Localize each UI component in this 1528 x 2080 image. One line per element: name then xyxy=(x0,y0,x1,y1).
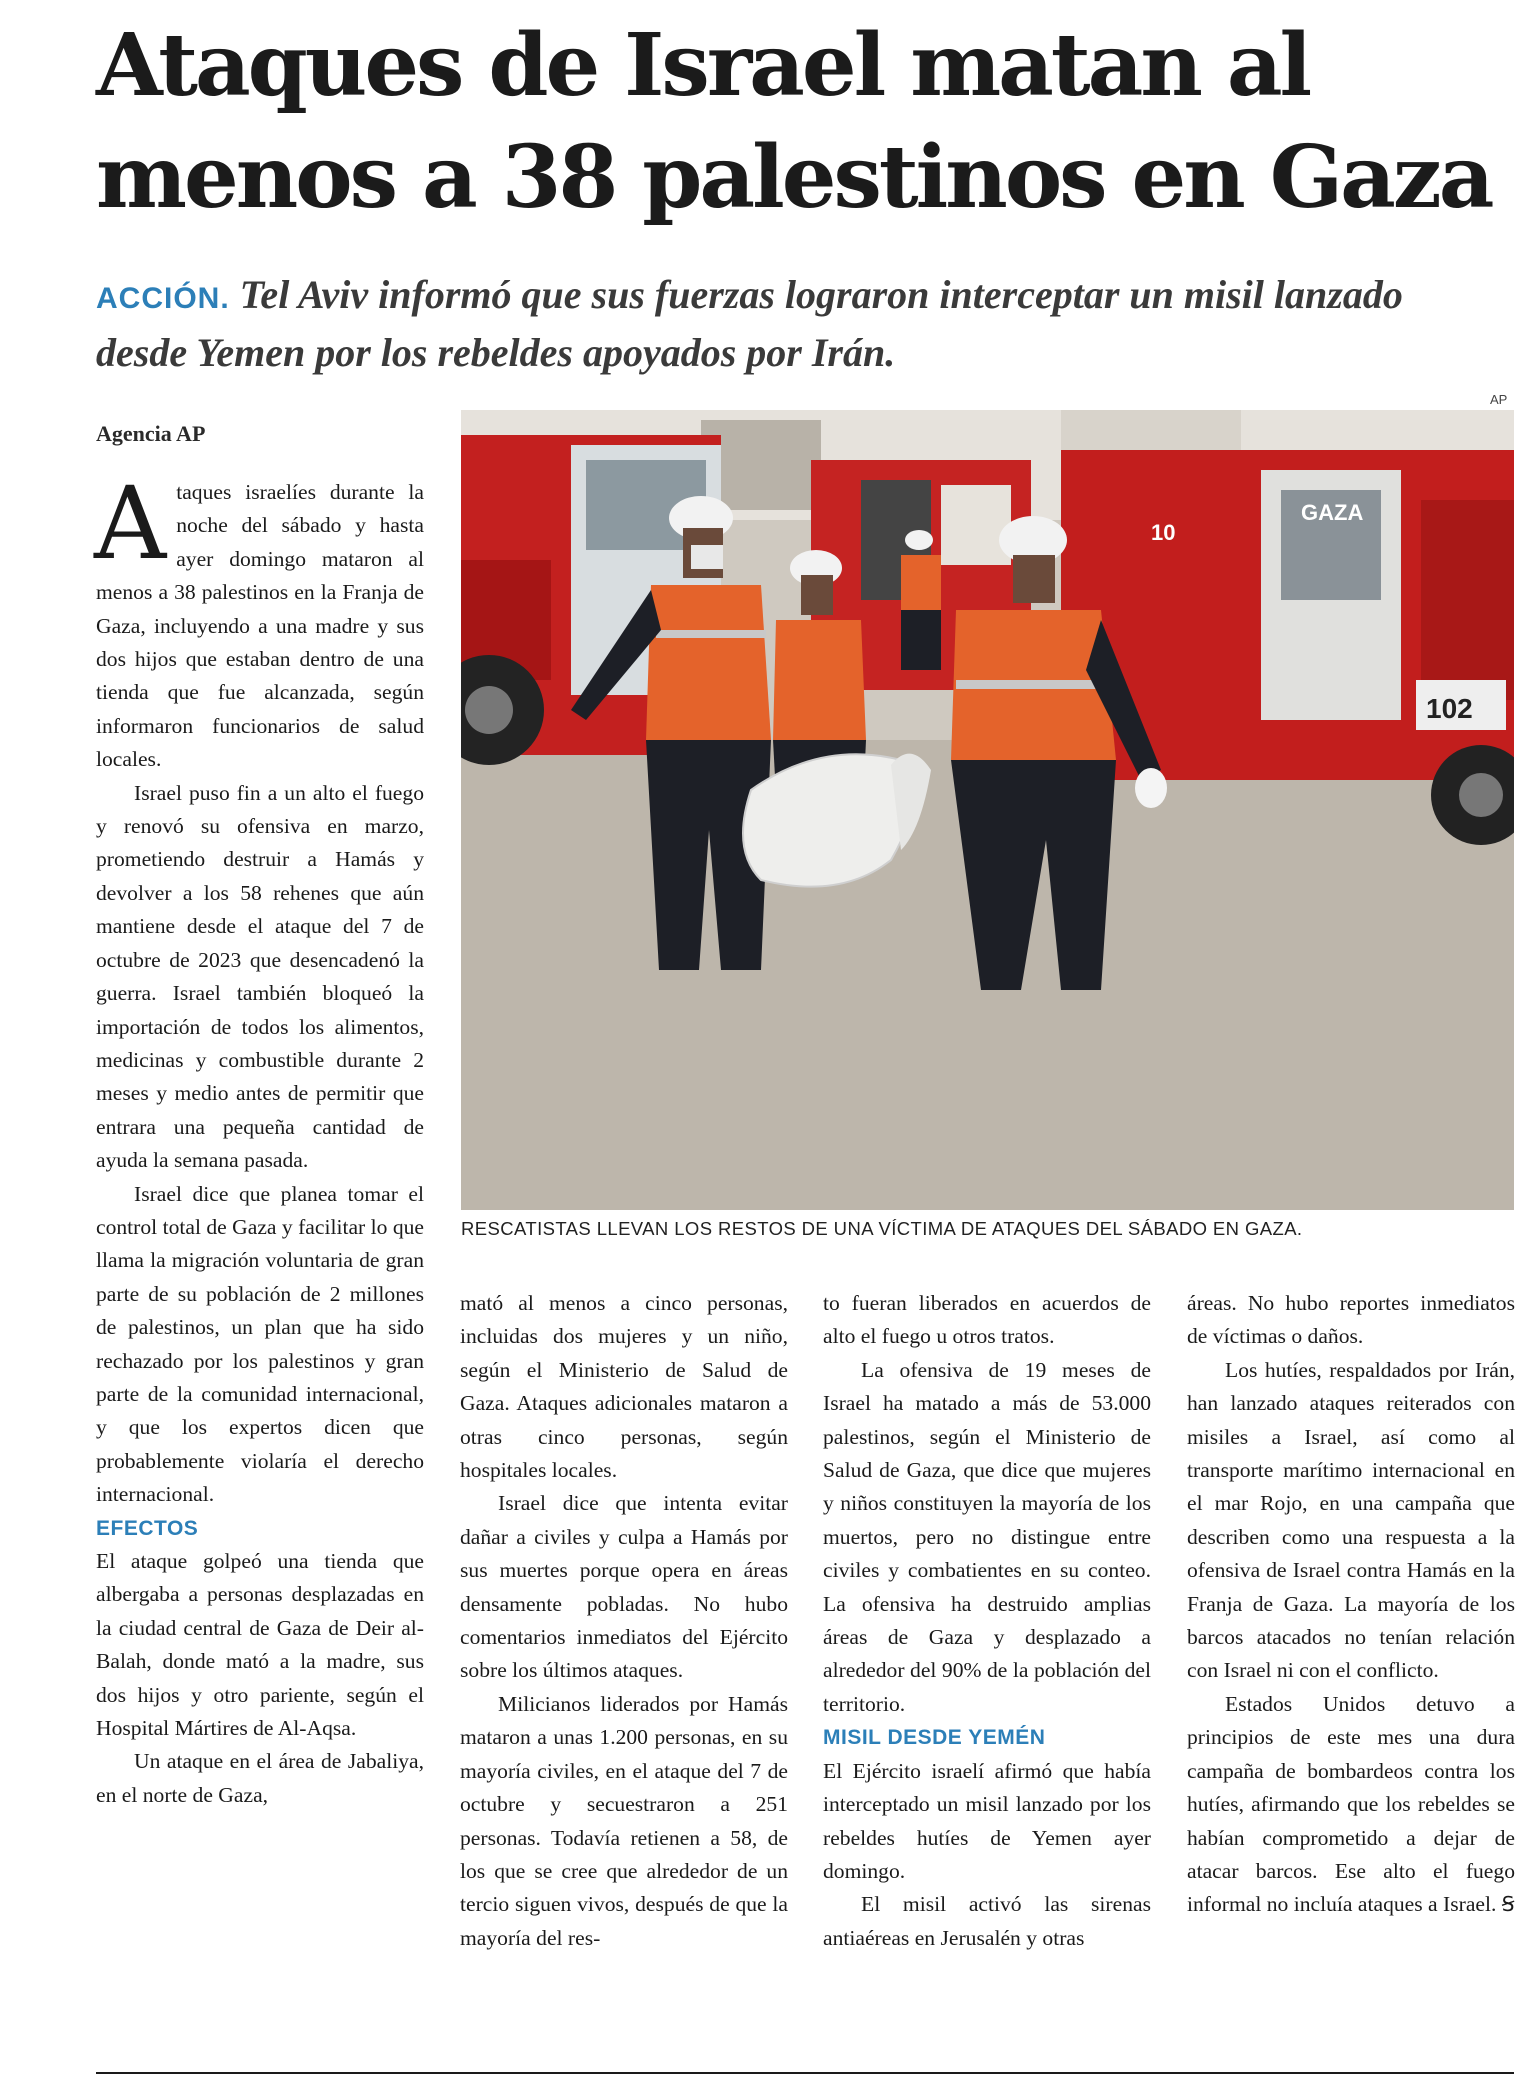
paragraph: Milicianos liderados por Hamás mataron a unas 1.200 personas, en su mayoría civiles, en el ataque del 7 de octubre y secuestraron a 251 personas. Todavía retienen a 58, de los que se cree que alrededor de un tercio siguen vivos, después de que la mayoría del res- xyxy=(460,1691,788,1950)
paragraph: Un ataque en el área de Jabaliya, en el norte de Gaza, xyxy=(96,1749,424,1807)
photo-credit: AP xyxy=(1490,392,1508,407)
dek-text: Tel Aviv informó que sus fuerzas lograron interceptar un misil lanzado desde Yemen por los rebeldes apoyados por Irán. xyxy=(96,272,1403,375)
headline xyxy=(96,10,1496,234)
paragraph-text: Estados Unidos detuvo a principios de este mes una dura campaña de bombardeos contra los hutíes, afirmando que los rebeldes se habían comprometido a dejar de atacar barcos. Ese alto el fuego informal no incluía ataques a Israel. xyxy=(1187,1691,1515,1917)
article-column-2 xyxy=(460,1287,788,1955)
paragraph xyxy=(94,465,424,777)
dek-kicker: ACCIÓN. xyxy=(96,282,230,315)
paragraph: Israel dice que planea tomar el control total de Gaza y facilitar lo que llama la migración voluntaria de gran parte de su población de 2 millones de palestinos, un plan que ha sido rechazado por los palestinos y gran parte de la comunidad internacional, y que los expertos dicen que probablemente violaría el derecho internacional. xyxy=(96,1181,424,1507)
truck-label: GAZA xyxy=(1301,500,1364,525)
article-column-4 xyxy=(1187,1287,1515,1922)
paragraph: El Ejército israelí afirmó que había interceptado un misil lanzado por los rebeldes hutíes de Yemen ayer domingo. xyxy=(823,1758,1151,1883)
paragraph: mató al menos a cinco personas, incluidas dos mujeres y un niño, según el Ministerio de Salud de Gaza. Ataques adicionales mataron a otras cinco personas, según hospitales locales. xyxy=(460,1291,788,1483)
article-column-1 xyxy=(94,465,424,1812)
paragraph: áreas. No hubo reportes inmediatos de víctimas o daños. xyxy=(1187,1291,1515,1349)
rescue-workers-illustration xyxy=(461,410,1514,1210)
photo-caption: RESCATISTAS LLEVAN LOS RESTOS DE UNA VÍCTIMA DE ATAQUES DEL SÁBADO EN GAZA. xyxy=(461,1218,1303,1239)
paragraph: Israel puso fin a un alto el fuego y renovó su ofensiva en marzo, prometiendo destruir a Hamás y devolver a los 58 rehenes que aún mantiene desde el ataque del 7 de octubre de 2023 que desencadenó la guerra. Israel también bloqueó la importación de todos los alimentos, medicinas y combustible durante 2 meses y medio antes de permitir que entrara una pequeña cantidad de ayuda la semana pasada. xyxy=(96,780,424,1173)
headline-line-1: Ataques de Israel matan al xyxy=(96,15,1310,116)
paragraph: El ataque golpeó una tienda que albergaba a personas desplazadas en la ciudad central de Gaza de Deir al-Balah, donde mató a la madre, sus dos hijos y otro pariente, según el Hospital Mártires de Al-Aqsa. xyxy=(96,1549,424,1741)
dek xyxy=(96,268,1496,380)
paragraph: La ofensiva de 19 meses de Israel ha matado a más de 53.000 palestinos, según el Ministerio de Salud de Gaza, que dice que mujeres y niños constituyen la mayoría de los muertos, pero no distingue entre civiles y combatientes en su conteo. La ofensiva ha destruido amplias áreas de Gaza y desplazado a alrededor del 90% de la población del territorio. xyxy=(823,1357,1151,1716)
news-photo xyxy=(461,410,1514,1210)
headline-line-2: menos a 38 palestinos en Gaza xyxy=(96,127,1492,228)
paragraph: Los hutíes, respaldados por Irán, han lanzado ataques reiterados con misiles a Israel, así como al transporte marítimo internacional en el mar Rojo, en una campaña que describen como una respuesta a la ofensiva de Israel contra Hamás en la Franja de Gaza. La mayoría de los barcos atacados no tenían relación con Israel ni con el conflicto. xyxy=(1187,1357,1515,1683)
section-subhead-efectos: EFECTOS xyxy=(96,1516,199,1540)
bottom-rule xyxy=(96,2072,1514,2074)
paragraph: Israel dice que intenta evitar dañar a civiles y culpa a Hamás por sus muertes porque opera en áreas densamente pobladas. No hubo comentarios inmediatos del Ejército sobre los últimos ataques. xyxy=(460,1491,788,1683)
article-column-3 xyxy=(823,1287,1151,1955)
byline: Agencia AP xyxy=(96,421,206,446)
paragraph-text: taques israelíes durante la noche del sábado y hasta ayer domingo mataron al menos a 38 palestinos en la Franja de Gaza, incluyendo a una madre y sus dos hijos que estaban dentro de una tienda que fue alcanzada, según informaron funcionarios de salud locales. xyxy=(96,480,424,772)
paragraph xyxy=(1187,1688,1515,1922)
truck-number: 102 xyxy=(1426,693,1473,724)
truck-number-2: 10 xyxy=(1151,520,1176,545)
section-subhead-misil: MISIL DESDE YEMÉN xyxy=(823,1726,1046,1750)
end-mark-icon: Ꞩ xyxy=(1501,1892,1515,1917)
paragraph: El misil activó las sirenas antiaéreas en Jerusalén y otras xyxy=(823,1892,1151,1950)
drop-cap: A xyxy=(94,465,167,582)
paragraph: to fueran liberados en acuerdos de alto el fuego u otros tratos. xyxy=(823,1291,1151,1349)
